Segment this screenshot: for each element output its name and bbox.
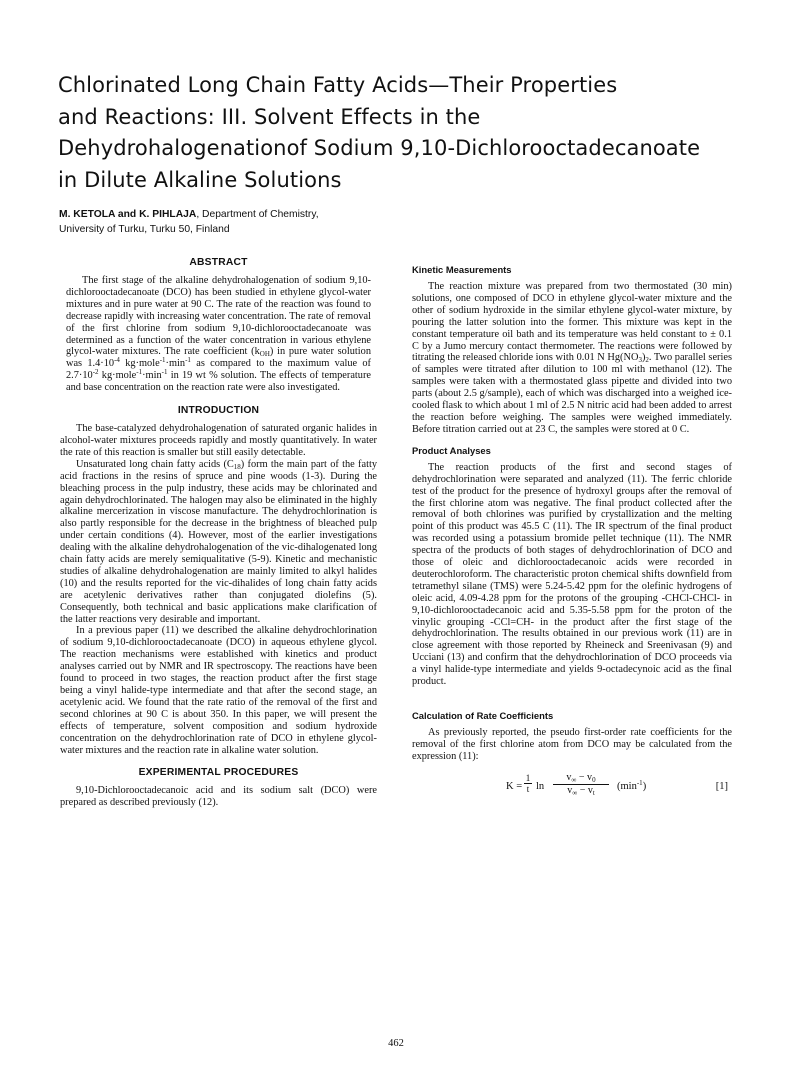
kinetic-heading: Kinetic Measurements <box>412 264 512 275</box>
introduction-paragraph-1: The base-catalyzed dehydrohalogenation of saturated organic halides in alcohol-water mixtures proceeds rapidly and mostly quantitatively. In water the rate of this reaction is smaller but still easily detectable. <box>60 423 377 458</box>
title-line-3: Dehydrohalogenationof Sodium 9,10-Dichlorooctadecanoate <box>58 136 701 160</box>
author-block <box>59 208 439 237</box>
title-line-4: in Dilute Alkaline Solutions <box>58 167 342 192</box>
abstract-text: The first stage of the alkaline dehydrohalogenation of sodium 9,10-dichlorooctadecanoate (DCO) has been studied in ethylene glycol-water mixtures and in pure water at 90 C. The rate of the reaction was found to decrease rapidly with increasing water concentration. The rate of removal of the first chlorine from sodium 9,10-dichlorooctadecanoate was determined as a function of the water concentration in various ethylene glycol-water mixtures. The rate coefficient $(k_{OH})$ in pure water solution was $1.4\cdot 10^{-4}$ $kg\cdot mole^{-1}\cdot\min^{-1}$ as compared to the maximum value of $2.7\cdot 10^{-2}$ $kg\cdot mole^{-1}\cdot\min^{-1}$ in 19 wt % solution. The effects of temperature and base concentration on the reaction rate were also investigated. <box>66 275 372 394</box>
product-heading: Product Analyses <box>412 444 491 456</box>
experimental-heading: EXPERIMENTAL PROCEDURES <box>138 767 299 779</box>
affiliation-line-2: University of Turku, Turku 50, Finland <box>59 223 230 235</box>
equation-fraction-1 <box>524 773 532 794</box>
equation-denominator: $v_\infty - v_t$ <box>553 784 609 797</box>
right-column <box>412 257 732 806</box>
calculation-heading: Calculation of Rate Coefficients <box>412 710 554 721</box>
introduction-paragraph-3: In a previous paper (11) we described the alkaline dehydrochlorination of sodium 9,10-dichlorooctadecanoate (DCO) in aqueous ethylene glycol. The reaction mechanisms were established with kinetics and product analyses carried out by NMR and IR spectroscopy. The reactions have been found to proceed in two stages, the reaction product after the first stage being a vinyl halide-type intermediate and that after the second stage, an acetylenic acid. We found that the rate ratio of the removal of the first and second chlorines at 90 C is about 350. In this paper, we will present the effects of temperature, solvent composition and sodium hydroxide concentration on the dehydrochlorination rate of DCO in ethylene glycol-water mixtures and the reaction rate in alkaline water solution. <box>60 625 377 756</box>
kinetic-paragraph: The reaction mixture was prepared from two thermostated (30 min) solutions, one composed of DCO in ethylene glycol-water mixture and the other of sodium hydroxide in the similar ethylene glycol-water mixture, by pouring the latter solution into the former. This mixture was kept in the constant temperature oil bath and its temperature was held constant to ± 0.1 C by a Jumo mercury contact thermometer. The reactions were followed by titrating the released chloride ions with 0.01 N $Hg(NO_3)_2$. Two parallel series of samples were titrated after dilution to 100 ml with methanol (12). The samples were taken with a thermostated glass pipette and divided into two parts (about 2.5 g/sample), each of which was discharged into a weighed ice-cooled flask to which about 1 ml of 2.5 N nitric acid had been added to arrest the reaction before weighing. The samples were weighed immediately. Before titration carried out at 23 C, the samples were stored at 0 C. <box>412 281 732 435</box>
equation-fraction-1-numerator: 1 <box>525 772 531 783</box>
article-title <box>58 70 758 196</box>
abstract-heading: ABSTRACT <box>189 257 248 268</box>
affiliation-line-1: , Department of Chemistry, <box>196 209 319 220</box>
introduction-heading: INTRODUCTION <box>177 405 260 417</box>
equation-1 <box>412 772 732 806</box>
equation-lhs: K = <box>506 780 523 792</box>
experimental-paragraph: 9,10-Dichlorooctadecanoic acid and its sodium salt (DCO) were prepared as described previously (12). <box>60 785 377 809</box>
equation-numerator: $v_\infty - v_0$ <box>566 771 596 784</box>
calculation-paragraph: As previously reported, the pseudo first-order rate coefficients for the removal of the first chlorine atom from DCO may be calculated from the expression (11): <box>412 727 732 762</box>
introduction-paragraph-2: Unsaturated long chain fatty acids $(C_{18})$ form the main part of the fatty acid fractions in the resins of spruce and pine woods (1-3). During the bleaching process in the pulp industry, these acids may be chlorinated and again dehydrochlorinated. The halogen may also be eliminated in the highly alkaline mercerization in viscose manufacture. The dehydrochlorination is also partly responsible for the decrease in the brightness of bleached pulp under certain conditions (4). However, most of the earlier investigations dealing with the alkaline dehydrohalogenation of the vic-dihalogenated long chain fatty acids are merely semiqualitative (5-9). Kinetic and mechanistic studies of alkaline dehydrohalogenation are mainly limited to alkyl halides (10) and the results reported for the vic-dihalides of long chain fatty acids are acetylenic derivatives rather than conjugated diolefins (5). Consequently, both technical and basic applications make clarification of the latter reactions very desirable and important. <box>60 458 378 625</box>
equation-ln: ln <box>536 780 545 792</box>
equation-units: $(\min^{-1})$ <box>617 778 647 792</box>
equation-fraction-2 <box>553 772 609 797</box>
left-column <box>60 257 377 809</box>
title-line-2: and Reactions: III. Solvent Effects in the <box>58 104 481 129</box>
page-number: 462 <box>388 1038 404 1049</box>
equation-fraction-1-denominator: t <box>524 783 532 794</box>
product-paragraph: The reaction products of the first and second stages of dehydrochlorination were separated and analyzed (11). The ferric chloride test of the product for the presence of hydroxyl groups after the removal of the first chlorine atom was negative. The final product collected after the removal of both chlorines was purified by crystallization and the melting point of this product was 45.5 C (11). The IR spectrum of the final product was recorded using a potassium bromide pellet technique (11). The NMR spectra of the products of both stages of dehydrochlorination of DCO and those of oleic and dichlorooctadecanoic acids were recorded in deuterochloroform. The characteristic proton chemical shifts downfield from tetramethyl silane (TMS) were 5.24-5.42 ppm for the olefinic hydrogens of oleic acid, 4.09-4.28 ppm for the protons of the grouping -CHCl-CHCl- in 9,10-dichlorooctadecanoic acid and 5.35-5.58 ppm for the proton of the vinylic grouping -CCl=CH- in the product after the first stage of the dehydrochlorination. The results obtained in our previous work (11) are in close agreement with those reported by Rheineck and Sreenivasan (9) and Ucciani (13) and confirm that the dehydrochlorination of DCO proceeds via a vinyl halide-type intermediate and yields 9-octadecynoic acid as the final product. <box>412 461 732 688</box>
author-names: M. KETOLA and K. PIHLAJA <box>59 209 197 220</box>
equation-number: [1] <box>715 780 728 792</box>
title-line-1: Chlorinated Long Chain Fatty Acids—Their Properties <box>58 73 618 97</box>
